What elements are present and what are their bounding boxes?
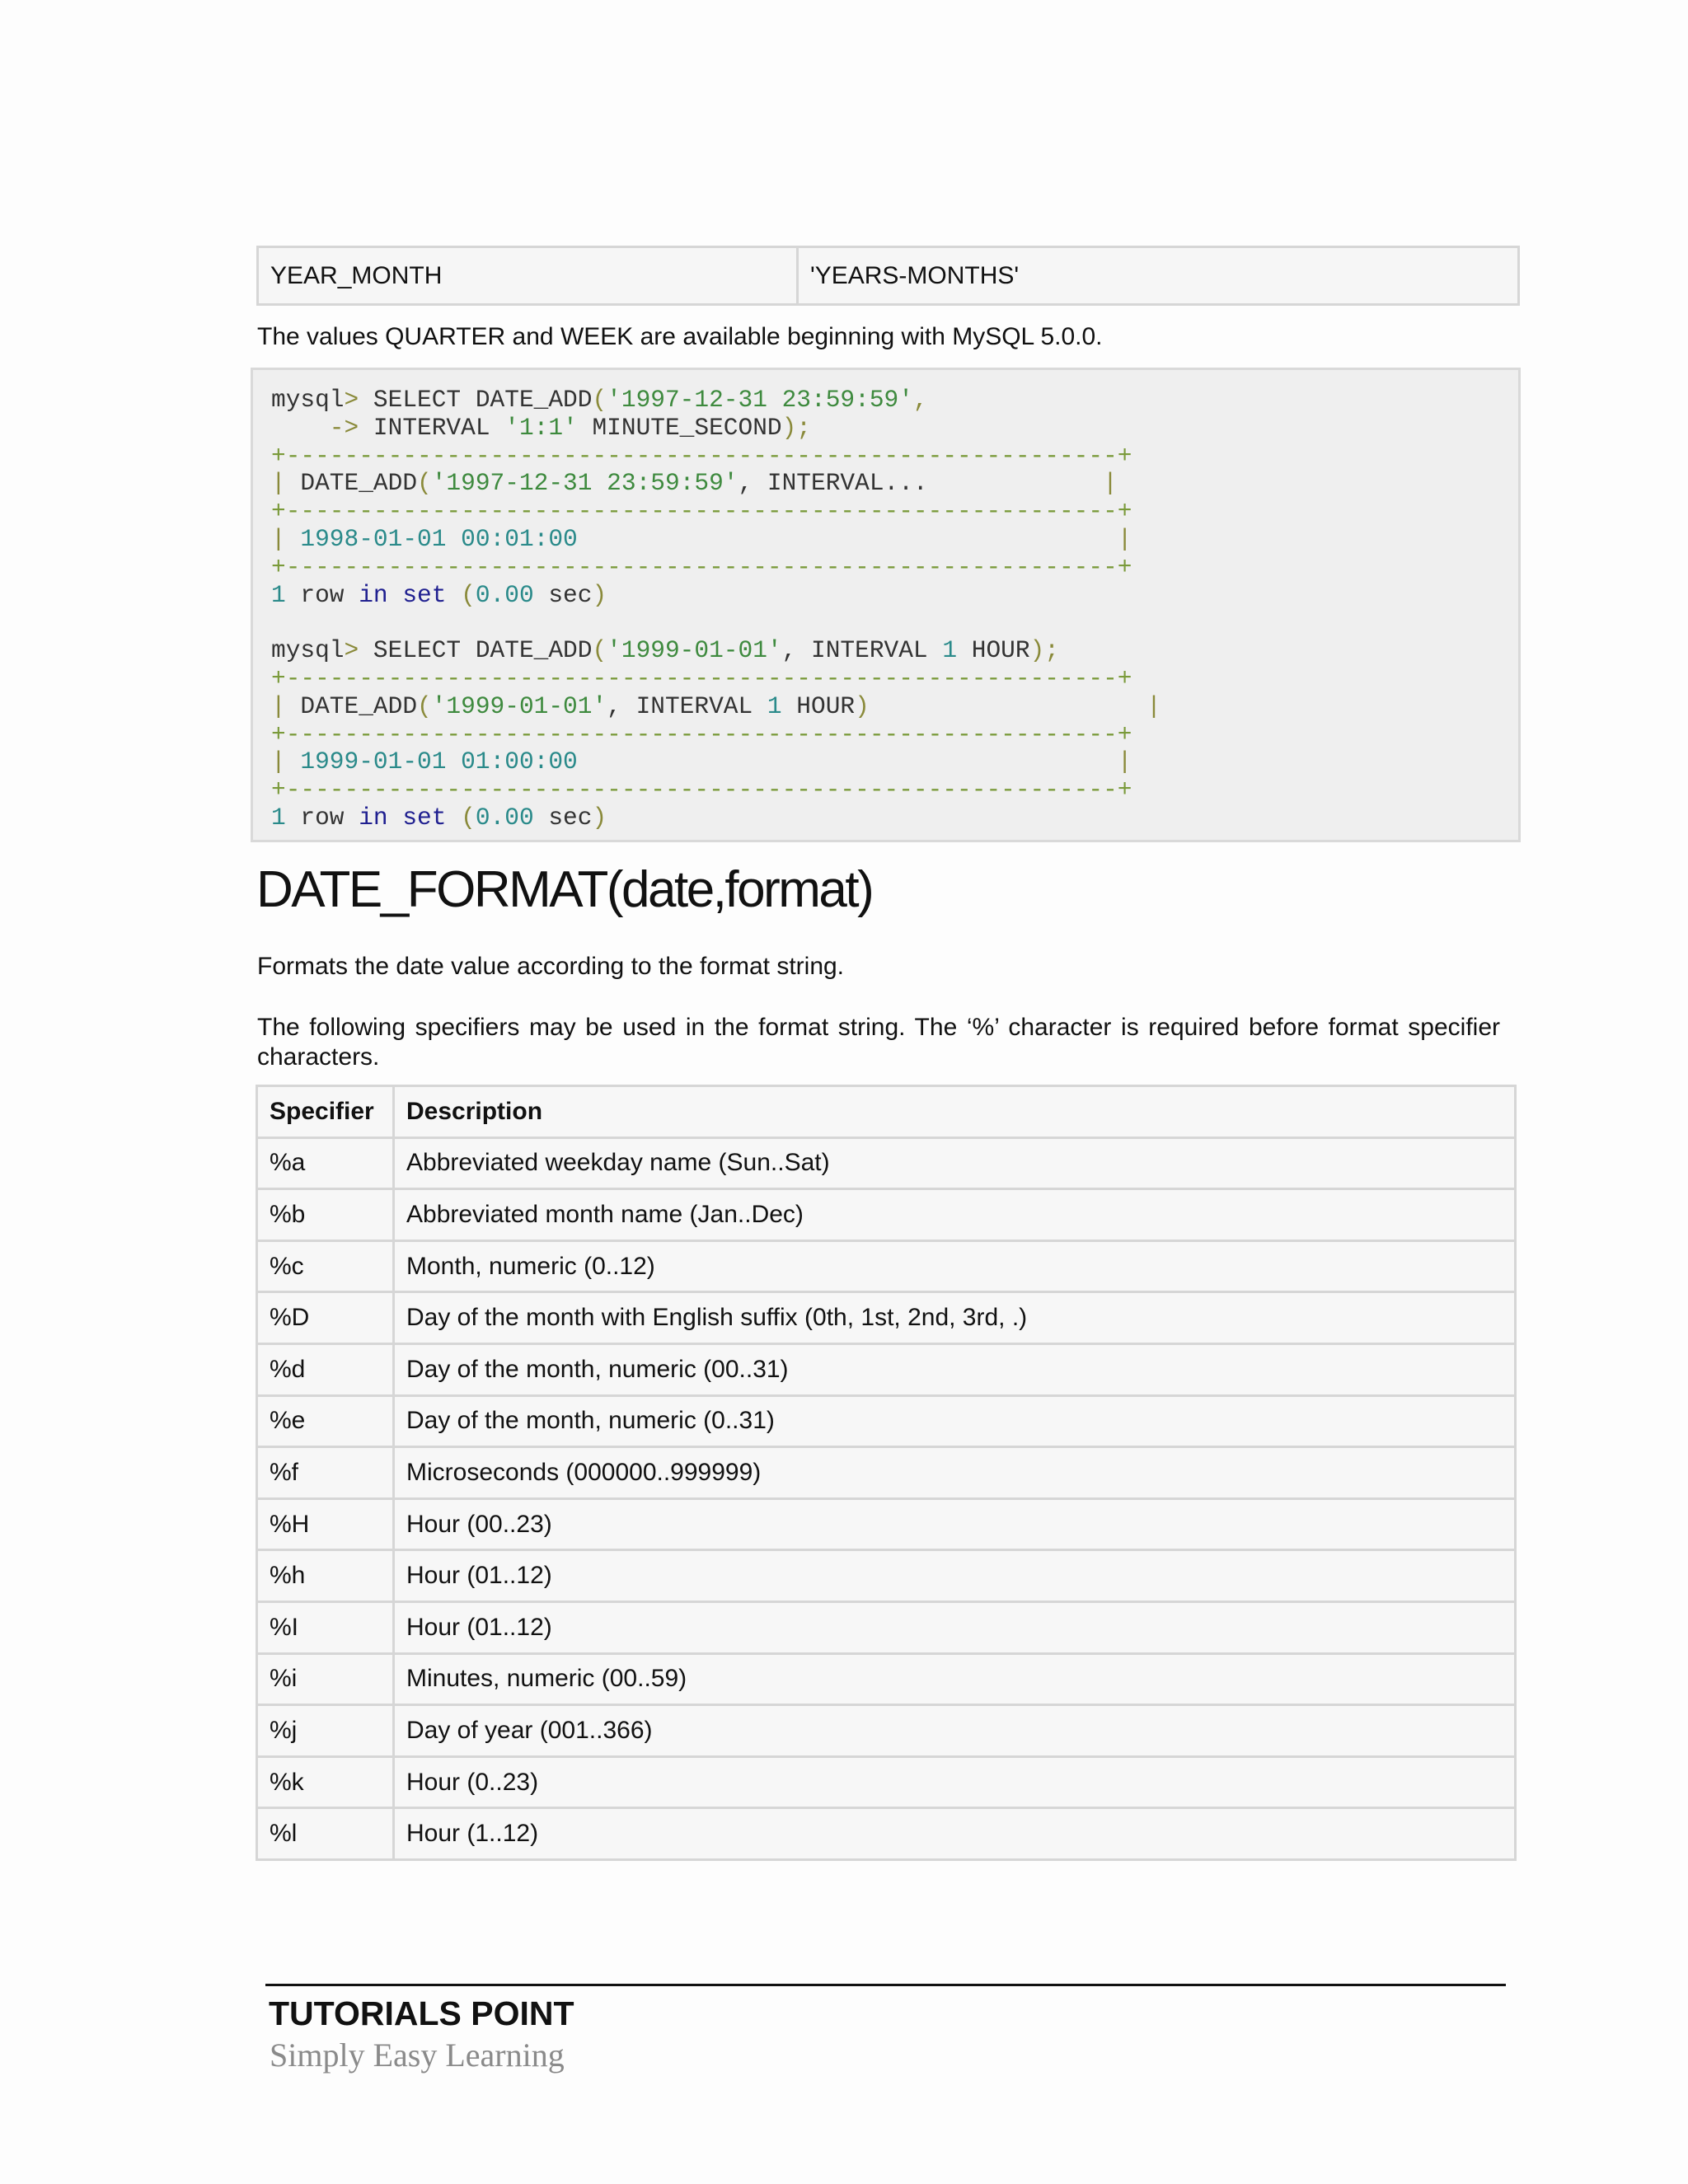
table-row xyxy=(257,1292,1516,1344)
specifier-cell: %H xyxy=(257,1498,394,1550)
specifier-cell: %l xyxy=(257,1808,394,1860)
table-row xyxy=(257,1343,1516,1395)
table-row xyxy=(257,1395,1516,1447)
description-cell: Hour (0..23) xyxy=(394,1756,1516,1808)
specifier-cell: %D xyxy=(257,1292,394,1344)
description-cell: Day of year (001..366) xyxy=(394,1705,1516,1757)
specifier-cell: %I xyxy=(257,1601,394,1653)
section-heading: DATE_FORMAT(date,format) xyxy=(256,861,873,918)
description-cell: Minutes, numeric (00..59) xyxy=(394,1653,1516,1705)
table-row xyxy=(257,1550,1516,1602)
interval-format-cell: 'YEARS-MONTHS' xyxy=(810,261,1020,289)
specifier-cell: %i xyxy=(257,1653,394,1705)
table-row xyxy=(257,1137,1516,1189)
table-row xyxy=(257,1240,1516,1292)
table-row xyxy=(257,1447,1516,1499)
footer-divider xyxy=(265,1984,1506,1986)
specifier-cell: %j xyxy=(257,1705,394,1757)
specifier-table-body xyxy=(257,1137,1516,1859)
specifier-cell: %c xyxy=(257,1240,394,1292)
code-example-block xyxy=(251,368,1521,842)
description-cell: Hour (1..12) xyxy=(394,1808,1516,1860)
table-row xyxy=(257,1756,1516,1808)
specifier-cell: %a xyxy=(257,1137,394,1189)
specifier-cell: %h xyxy=(257,1550,394,1602)
specifier-cell: %k xyxy=(257,1756,394,1808)
version-note: The values QUARTER and WEEK are available beginning with MySQL 5.0.0. xyxy=(257,323,1103,350)
specifier-table xyxy=(256,1085,1517,1861)
intro-paragraph: Formats the date value according to the format string. xyxy=(257,953,845,980)
table-row xyxy=(257,1498,1516,1550)
specifier-cell: %b xyxy=(257,1189,394,1241)
description-cell: Day of the month, numeric (00..31) xyxy=(394,1343,1516,1395)
interval-unit-cell: YEAR_MONTH xyxy=(259,248,799,303)
description-cell: Day of the month with English suffix (0th, 1st, 2nd, 3rd, .) xyxy=(394,1292,1516,1344)
header-description: Description xyxy=(394,1086,1516,1138)
table-header-row xyxy=(257,1086,1516,1138)
specifier-cell: %d xyxy=(257,1343,394,1395)
description-cell: Hour (01..12) xyxy=(394,1601,1516,1653)
code-text: mysql> SELECT DATE_ADD('1997-12-31 23:59:59', -> INTERVAL '1:1' MINUTE_SECOND); +---------------------------------------------------------+ | DATE_ADD('1997-12-31 23:59:59', INTERVAL... | +---------------------------------------------------------+ | 1998-01-01 00:01:00 | +---------------------------------------------------------+ 1 row in set (0.00 sec) mysql> SELECT DATE_ADD('1999-01-01', INTERVAL 1 HOUR); +---------------------------------------------------------+ | DATE_ADD('1999-01-01', INTERVAL 1 HOUR) | +---------------------------------------------------------+ | 1999-01-01 01:00:00 | +---------------------------------------------------------+ 1 row in set (0.00 sec) xyxy=(271,386,1161,832)
description-cell: Abbreviated month name (Jan..Dec) xyxy=(394,1189,1516,1241)
table-row xyxy=(257,1808,1516,1860)
description-cell: Abbreviated weekday name (Sun..Sat) xyxy=(394,1137,1516,1189)
description-cell: Microseconds (000000..999999) xyxy=(394,1447,1516,1499)
description-cell: Month, numeric (0..12) xyxy=(394,1240,1516,1292)
description-cell: Day of the month, numeric (0..31) xyxy=(394,1395,1516,1447)
table-row xyxy=(257,1189,1516,1241)
specifier-cell: %f xyxy=(257,1447,394,1499)
description-cell: Hour (01..12) xyxy=(394,1550,1516,1602)
description-cell: Hour (00..23) xyxy=(394,1498,1516,1550)
header-specifier: Specifier xyxy=(257,1086,394,1138)
interval-table-last-row xyxy=(256,246,1520,306)
specifier-paragraph: The following specifiers may be used in the format string. The ‘%’ character is required before format specifier characters. xyxy=(257,1014,1500,1071)
footer-brand: TUTORIALS POINT xyxy=(269,1994,574,2032)
table-row xyxy=(257,1653,1516,1705)
table-row xyxy=(257,1705,1516,1757)
footer-tagline: Simply Easy Learning xyxy=(270,2036,565,2074)
specifier-cell: %e xyxy=(257,1395,394,1447)
table-row xyxy=(257,1601,1516,1653)
